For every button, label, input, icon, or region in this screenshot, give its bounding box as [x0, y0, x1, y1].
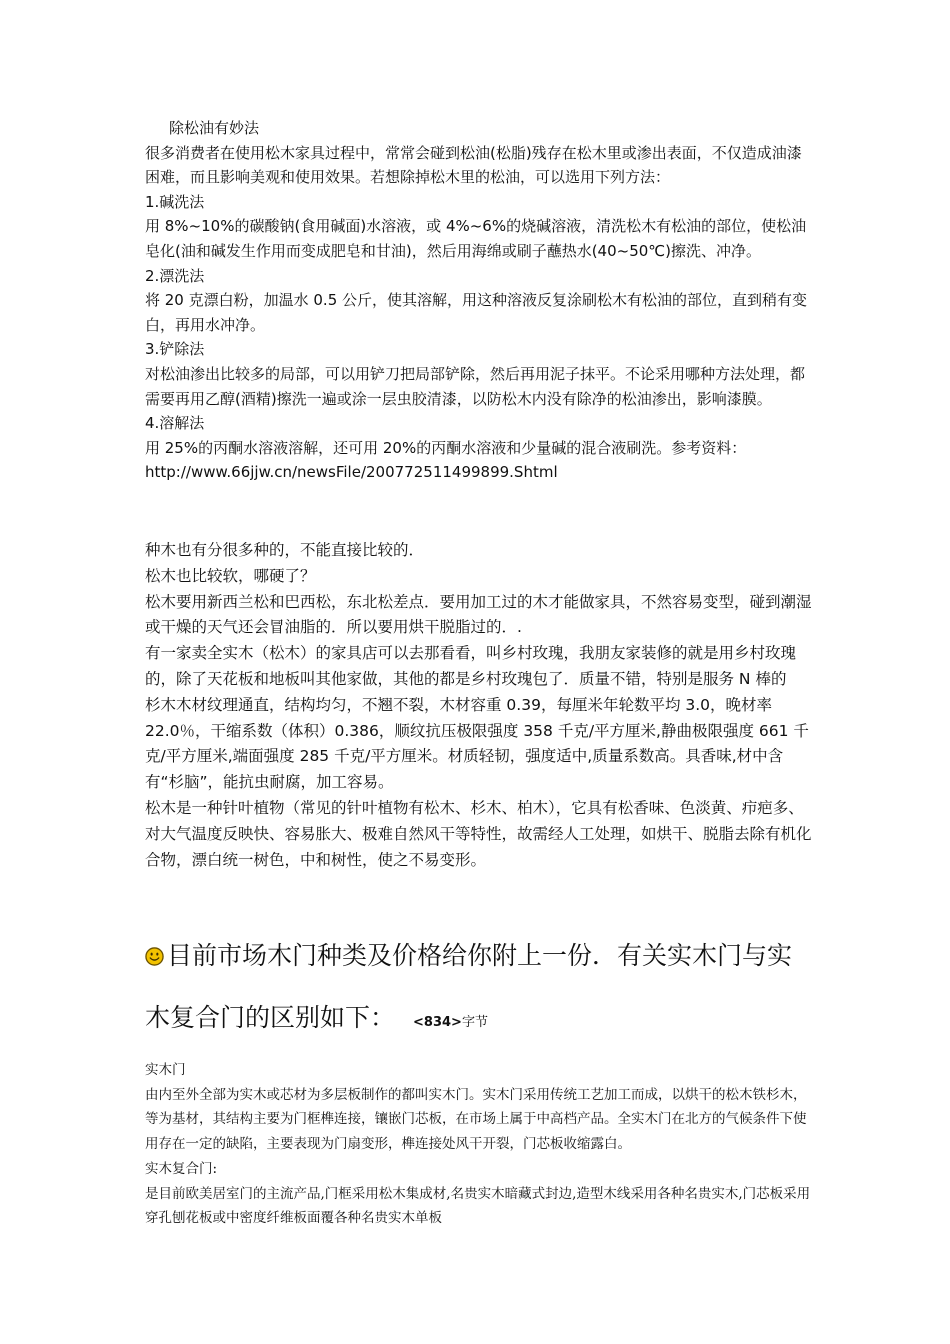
- pine-oil-removal-section: [145, 116, 813, 485]
- method-2-title: 2.漂洗法: [145, 266, 205, 285]
- paragraph: 种木也有分很多种的，不能直接比较的．: [145, 541, 425, 559]
- paragraph: 由内至外全部为实木或芯材为多层板制作的都叫实木门。实木门采用传统工艺加工而成，以烘干的松木铁杉木，等为基材，其结构主要为门框榫连接，镶嵌门芯板，在市场上属于中高档产品。全实木门在北方的气候条件下使用存在一定的缺陷，主要表现为门扇变形，榫连接处风干开裂，门芯板收缩露白。: [145, 1086, 807, 1153]
- byte-unit: 字节: [461, 1015, 488, 1030]
- door-types-heading: [145, 925, 813, 1054]
- method-3-text: 对松油渗出比较多的局部，可以用铲刀把局部铲除，然后再用泥子抹平。不论采用哪种方法处理，都需要再用乙醇(酒精)擦洗一遍或涂一层虫胶清漆，以防松木内没有除净的松油渗出，影响漆膜。: [145, 364, 806, 408]
- section-title: 除松油有妙法: [169, 119, 260, 137]
- method-4-title: 4.溶解法: [145, 414, 205, 433]
- paragraph: 杉木木材纹理通直，结构均匀，不翘不裂，木材容重 0.39，每厘米年轮数平均 3.0，晚材率 22.0％，干缩系数（体积）0.386，顺纹抗压极限强度 358 千克/平方厘米,静曲极限强度 661 千克/平方厘米,端面强度 285 千克/平方厘米。材质轻韧，强度适中,质量系数高。具香味,材中含有“杉脑”，能抗虫耐腐，加工容易。: [145, 695, 809, 792]
- method-1-title: 1.碱洗法: [145, 192, 205, 211]
- paragraph: 松木也比较软，哪硬了？: [145, 566, 316, 585]
- method-1-text: 用 8%~10%的碳酸钠(食用碱面)水溶液，或 4%~6%的烧碱溶液，清洗松木有松油的部位，使松油皂化(油和碱发生作用而变成肥皂和甘油)，然后用海绵或刷子蘸热水(40~50℃)擦洗、冲净。: [145, 217, 807, 260]
- paragraph: 松木要用新西兰松和巴西松，东北松差点．要用加工过的木才能做家具，不然容易变型，碰到潮湿或干燥的天气还会冒油脂的．所以要用烘干脱脂过的．.: [145, 592, 812, 637]
- paragraph: 松木是一种针叶植物（常见的针叶植物有松木、杉木、柏木），它具有松香味、色淡黄、疖疤多、对大气温度反映快、容易胀大、极难自然风干等特性，故需经人工处理，如烘干、脱脂去除有机化合物，漂白统一树色，中和树性，使之不易变形。: [145, 798, 812, 869]
- method-3-title: 3.铲除法: [145, 340, 205, 359]
- byte-count-badge: [413, 1015, 488, 1030]
- paragraph: 有一家卖全实木（松木）的家具店可以去那看看，叫乡村玫瑰，我朋友家装修的就是用乡村玫瑰的，除了天花板和地板叫其他家做，其他的都是乡村玫瑰包了．质量不错，特别是服务 N 棒的: [145, 644, 797, 688]
- subsection-title: 实木复合门:: [145, 1160, 218, 1177]
- smiley-icon: [145, 947, 164, 966]
- heading-text: 目前市场木门种类及价格给你附上一份．有关实木门与实木复合门的区别如下：: [145, 941, 793, 1032]
- intro-paragraph: 很多消费者在使用松木家具过程中，常常会碰到松油(松脂)残存在松木里或渗出表面，不仅造成油漆困难，而且影响美观和使用效果。若想除掉松木里的松油，可以选用下列方法：: [145, 143, 802, 187]
- subsection-title: 实木门: [145, 1062, 186, 1078]
- door-types-section: [145, 1058, 813, 1231]
- wood-comparison-section: [145, 538, 813, 873]
- byte-count: <834>: [413, 1015, 462, 1030]
- paragraph: 是目前欧美居室门的主流产品,门框采用松木集成材,名贵实木暗藏式封边,造型木线采用各种名贵实木,门芯板采用穿孔刨花板或中密度纤维板面覆各种名贵实木单板: [145, 1185, 811, 1227]
- reference-link[interactable]: http://www.66jjw.cn/newsFile/200772511499899.Shtml: [145, 463, 558, 482]
- method-4-text: 用 25%的丙酮水溶液溶解，还可用 20%的丙酮水溶液和少量碱的混合液刷洗。参考资料：: [145, 438, 747, 457]
- method-2-text: 将 20 克漂白粉，加温水 0.5 公斤，使其溶解，用这种溶液反复涂刷松木有松油的部位，直到稍有变白，再用水冲净。: [145, 291, 808, 334]
